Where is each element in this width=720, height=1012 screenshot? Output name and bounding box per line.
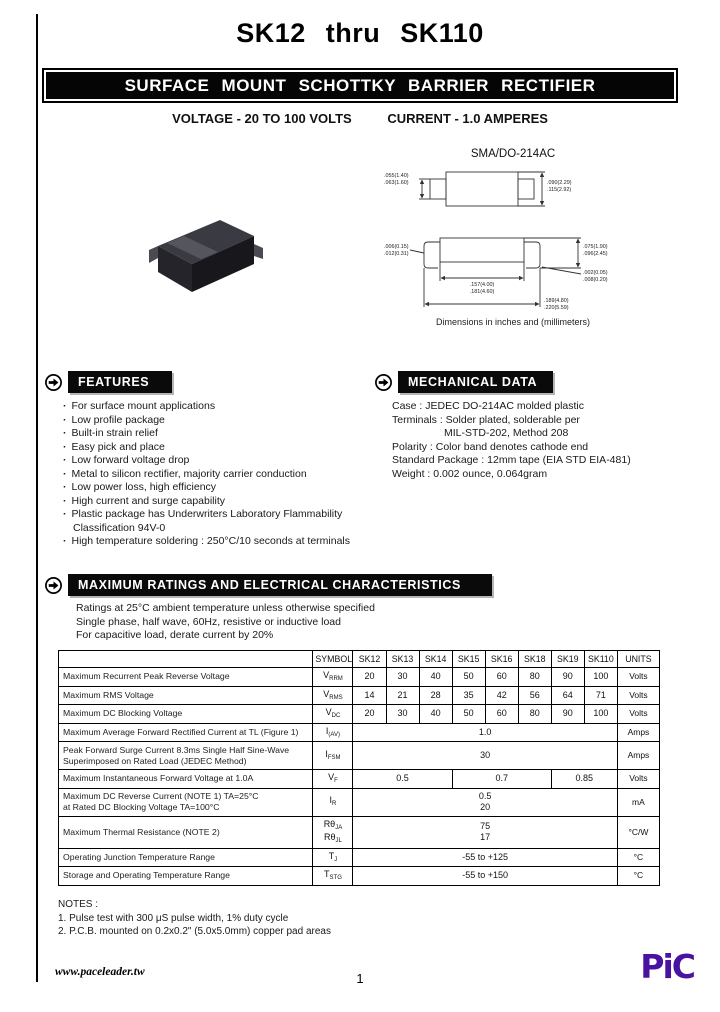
column-header: UNITS xyxy=(617,651,659,668)
column-header: SK14 xyxy=(419,651,452,668)
symbol-cell: $T_J$ xyxy=(313,848,353,867)
feature-item: · Low power loss, high efficiency xyxy=(63,481,371,495)
unit-cell: °C xyxy=(617,848,659,867)
desc-cell: Maximum Average Forward Rectified Current at TL (Figure 1) xyxy=(59,723,313,742)
title-banner: SURFACE MOUNT SCHOTTKY BARRIER RECTIFIER xyxy=(46,72,674,99)
feature-item: · For surface mount applications xyxy=(63,400,371,414)
feature-item: · High current and surge capability xyxy=(63,495,371,509)
notes-section xyxy=(58,898,331,939)
value-cell: 30 xyxy=(386,668,419,687)
symbol-cell: $T_{STG}$ xyxy=(313,867,353,886)
table-row xyxy=(59,723,660,742)
package-outline-drawing xyxy=(382,162,644,314)
unit-cell: °C xyxy=(617,867,659,886)
desc-cell: Maximum Recurrent Peak Reverse Voltage xyxy=(59,668,313,687)
note-item: 1. Pulse test with 300 μS pulse width, 1% duty cycle xyxy=(58,912,289,924)
symbol-cell: $I_{(AV)}$ xyxy=(313,723,353,742)
column-header: SK18 xyxy=(518,651,551,668)
value-cell: 40 xyxy=(419,668,452,687)
mechanical-line: Terminals : Solder plated, solderable per xyxy=(392,413,580,426)
desc-cell: Maximum DC Reverse Current (NOTE 1) TA=25°C at Rated DC Blocking Voltage TA=100°C xyxy=(59,788,313,816)
column-header: SK15 xyxy=(452,651,485,668)
value-cell: 80 xyxy=(518,668,551,687)
dimension-label: .157(4.00) xyxy=(469,282,495,288)
feature-item: · Low forward voltage drop xyxy=(63,454,371,468)
rating-conditions xyxy=(76,602,375,643)
desc-cell: Operating Junction Temperature Range xyxy=(59,848,313,867)
value-cell: -55 to +150 xyxy=(353,867,617,886)
rating-condition: For capacitive load, derate current by 20% xyxy=(76,629,274,642)
unit-cell: °C/W xyxy=(617,816,659,848)
feature-item: · Built-in strain relief xyxy=(63,427,371,441)
left-margin-rule xyxy=(36,14,38,982)
value-cell: 20 xyxy=(353,668,386,687)
feature-item: · Low profile package xyxy=(63,414,371,428)
unit-cell: Amps xyxy=(617,742,659,770)
value-cell: 42 xyxy=(485,686,518,705)
arrow-circle-icon xyxy=(44,576,63,595)
table-row xyxy=(59,816,660,848)
desc-cell: Maximum Instantaneous Forward Voltage at 1.0A xyxy=(59,770,313,789)
dimension-label: .181(4.60) xyxy=(469,289,495,295)
dimension-label: .090(2.29) xyxy=(547,180,572,186)
mechanical-data-text xyxy=(392,400,686,482)
mechanical-line: Standard Package : 12mm tape (EIA STD EIA-481) xyxy=(392,454,631,467)
value-cell: 0.5 xyxy=(353,770,452,789)
value-cell: 30 xyxy=(386,705,419,724)
desc-cell: Maximum Thermal Resistance (NOTE 2) xyxy=(59,816,313,848)
features-list xyxy=(63,400,371,549)
dimension-label: .063(1.60) xyxy=(384,180,409,186)
symbol-cell: $V_{DC}$ xyxy=(313,705,353,724)
page-title: SK12 thru SK110 xyxy=(236,18,484,48)
table-row xyxy=(59,848,660,867)
symbol-cell: $I_{FSM}$ xyxy=(313,742,353,770)
desc-cell: Maximum DC Blocking Voltage xyxy=(59,705,313,724)
ratings-table xyxy=(58,650,660,886)
value-cell: 14 xyxy=(353,686,386,705)
arrow-circle-icon xyxy=(374,373,393,392)
symbol-cell: $V_{RRM}$ xyxy=(313,668,353,687)
symbol-cell: $R\theta_{JA}$ $R\theta_{JL}$ xyxy=(313,816,353,848)
value-cell: 75 17 xyxy=(353,816,617,848)
table-row xyxy=(59,686,660,705)
table-row xyxy=(59,742,660,770)
value-cell: 20 xyxy=(353,705,386,724)
unit-cell: Volts xyxy=(617,705,659,724)
value-cell: 64 xyxy=(551,686,584,705)
column-header: SK19 xyxy=(551,651,584,668)
arrow-circle-icon xyxy=(44,373,63,392)
website-link[interactable]: www.paceleader.tw xyxy=(55,966,145,978)
unit-cell: Amps xyxy=(617,723,659,742)
dimension-label: .006(0.15) xyxy=(384,244,409,250)
dimension-label: .189(4.80) xyxy=(544,298,569,304)
symbol-cell: $V_{RMS}$ xyxy=(313,686,353,705)
dimensions-note: Dimensions in inches and (millimeters) xyxy=(435,317,591,327)
column-header: SK16 xyxy=(485,651,518,668)
features-header xyxy=(44,371,172,393)
feature-item: · Easy pick and place xyxy=(63,441,371,455)
mechanical-line: Weight : 0.002 ounce, 0.064gram xyxy=(392,467,548,480)
value-cell: 0.85 xyxy=(551,770,617,789)
table-corner-cell xyxy=(59,651,313,668)
rating-condition: Single phase, half wave, 60Hz, resistive or inductive load xyxy=(76,615,341,628)
dimension-label: .012(0.31) xyxy=(384,251,409,257)
value-cell: 60 xyxy=(485,705,518,724)
value-cell: 0.7 xyxy=(452,770,551,789)
value-cell: 1.0 xyxy=(353,723,617,742)
dimension-label: .008(0.20) xyxy=(583,277,608,283)
table-header-row xyxy=(59,651,660,668)
value-cell: 50 xyxy=(452,705,485,724)
desc-cell: Maximum RMS Voltage xyxy=(59,686,313,705)
feature-item: · Metal to silicon rectifier, majority carrier conduction xyxy=(63,468,371,482)
feature-item: · Plastic package has Underwriters Laboratory Flammability Classification 94V-0 xyxy=(63,508,371,535)
value-cell: 40 xyxy=(419,705,452,724)
column-header: SK110 xyxy=(584,651,617,668)
pic-logo: PiC xyxy=(640,947,694,986)
mechanical-data-heading: MECHANICAL DATA xyxy=(398,371,553,393)
product-photo xyxy=(140,206,268,304)
value-cell: 0.5 20 xyxy=(353,788,617,816)
dimension-label: .220(5.59) xyxy=(544,305,569,311)
voltage-range: VOLTAGE - 20 TO 100 VOLTS xyxy=(172,111,352,126)
value-cell: -55 to +125 xyxy=(353,848,617,867)
mechanical-line: Polarity : Color band denotes cathode end xyxy=(392,440,589,453)
column-header: SYMBOL xyxy=(313,651,353,668)
package-name: SMA/DO-214AC xyxy=(470,148,556,160)
desc-cell: Storage and Operating Temperature Range xyxy=(59,867,313,886)
table-row xyxy=(59,705,660,724)
table-row xyxy=(59,788,660,816)
unit-cell: mA xyxy=(617,788,659,816)
value-cell: 100 xyxy=(584,668,617,687)
rating-condition: Ratings at 25°C ambient temperature unless otherwise specified xyxy=(76,602,375,614)
mechanical-line: MIL-STD-202, Method 208 xyxy=(444,427,569,440)
value-cell: 28 xyxy=(419,686,452,705)
unit-cell: Volts xyxy=(617,686,659,705)
column-header: SK13 xyxy=(386,651,419,668)
symbol-cell: $I_R$ xyxy=(313,788,353,816)
current-rating: CURRENT - 1.0 AMPERES xyxy=(387,111,548,126)
maximum-ratings-header xyxy=(44,574,492,596)
maximum-ratings-heading: MAXIMUM RATINGS AND ELECTRICAL CHARACTERISTICS xyxy=(68,574,492,596)
dimension-label: .055(1.40) xyxy=(384,173,409,179)
dimension-label: .075(1.90) xyxy=(583,244,608,250)
value-cell: 90 xyxy=(551,668,584,687)
unit-cell: Volts xyxy=(617,770,659,789)
page-number: 1 xyxy=(356,971,364,986)
ratings-subtitle xyxy=(0,111,720,126)
dimension-label: .096(2.45) xyxy=(583,251,608,257)
features-heading: FEATURES xyxy=(68,371,172,393)
value-cell: 21 xyxy=(386,686,419,705)
table-row xyxy=(59,770,660,789)
table-row xyxy=(59,867,660,886)
value-cell: 90 xyxy=(551,705,584,724)
dimension-label: .002(0.05) xyxy=(583,270,608,276)
value-cell: 35 xyxy=(452,686,485,705)
dimension-label: .115(2.92) xyxy=(547,187,572,193)
value-cell: 80 xyxy=(518,705,551,724)
value-cell: 71 xyxy=(584,686,617,705)
title-banner-frame xyxy=(42,68,678,103)
unit-cell: Volts xyxy=(617,668,659,687)
mechanical-data-header xyxy=(374,371,553,393)
desc-cell: Peak Forward Surge Current 8.3ms Single Half Sine-Wave Superimposed on Rated Load (JEDEC Method) xyxy=(59,742,313,770)
symbol-cell: $V_F$ xyxy=(313,770,353,789)
value-cell: 56 xyxy=(518,686,551,705)
value-cell: 60 xyxy=(485,668,518,687)
value-cell: 30 xyxy=(353,742,617,770)
feature-item: · High temperature soldering : 250°C/10 seconds at terminals xyxy=(63,535,371,549)
mechanical-line: Case : JEDEC DO-214AC molded plastic xyxy=(392,400,584,412)
column-header: SK12 xyxy=(353,651,386,668)
table-row xyxy=(59,668,660,687)
value-cell: 100 xyxy=(584,705,617,724)
value-cell: 50 xyxy=(452,668,485,687)
notes-heading: NOTES : xyxy=(58,899,99,910)
note-item: 2. P.C.B. mounted on 0.2x0.2" (5.0x5.0mm) copper pad areas xyxy=(58,926,331,937)
